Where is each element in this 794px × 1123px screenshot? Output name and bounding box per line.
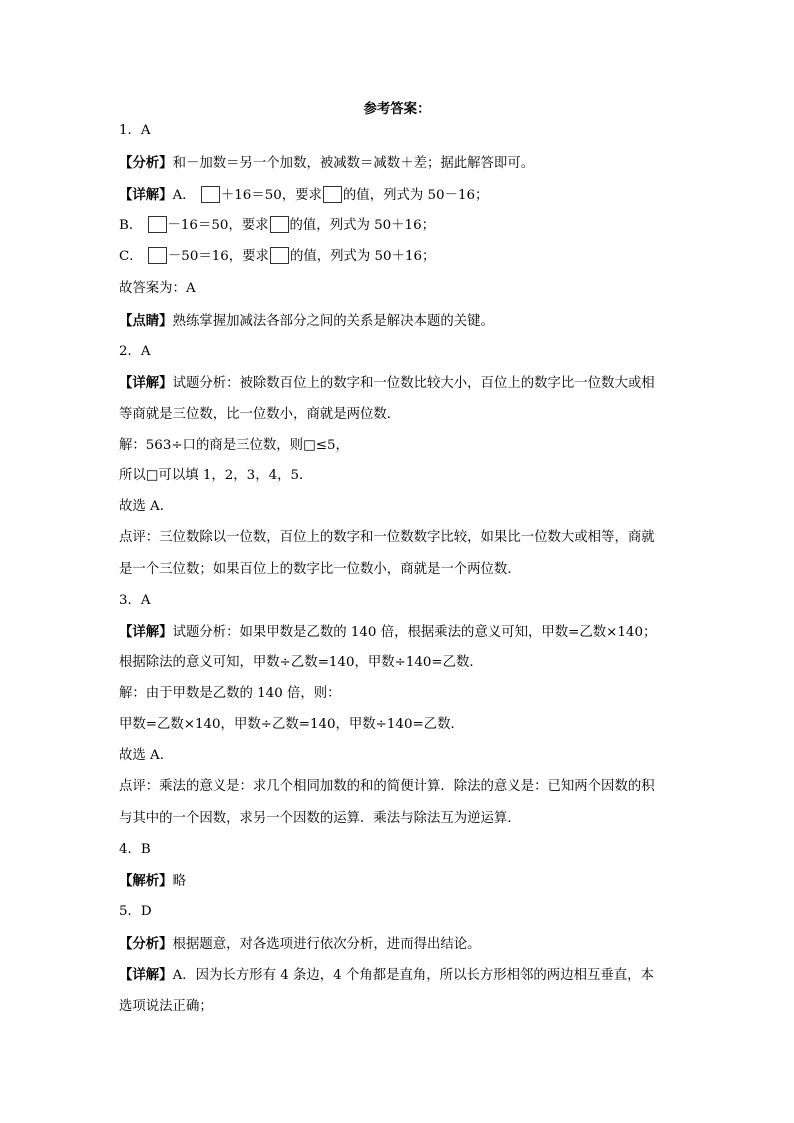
q2-line-7: 是一个三位数；如果百位上的数字比一位数小，商就是一个两位数．: [119, 562, 521, 577]
q5-line-2: 选项说法正确；: [119, 999, 213, 1014]
q1-c-mid: －50＝16，要求: [167, 249, 269, 264]
blank-box: [148, 216, 167, 233]
q1-detail-label: 【详解】: [119, 187, 173, 203]
q2-line-2: 等商就是三位数，比一位数小，商就是两位数．: [119, 407, 401, 422]
q5-analysis-label: 【分析】: [119, 936, 173, 952]
q1-detail-a: [119, 186, 679, 205]
q1-c-suffix: 的值，列式为 50＋16；: [289, 249, 436, 264]
q1-a-prefix: A．: [172, 188, 196, 203]
q1-number: 1．A: [119, 123, 151, 138]
q4-number: 4．B: [119, 842, 151, 857]
q4-label: 【解析】: [119, 873, 173, 889]
q3-detail-label: 【详解】: [119, 624, 173, 640]
q1-b-mid: －16＝50，要求: [167, 218, 269, 233]
q1-tip-text: 熟练掌握加减法各部分之间的关系是解决本题的关键。: [172, 314, 494, 329]
q1-c-prefix: C．: [119, 249, 143, 264]
q1-detail-b: [119, 216, 679, 235]
q3-line-7: 与其中的一个因数，求另一个因数的运算．乘法与除法互为逆运算．: [119, 811, 521, 826]
q2-line-6: 点评：三位数除以一位数，百位上的数字和一位数数字比较，如果比一位数大或相等，商就: [119, 530, 655, 545]
q2-detail-text-1: 试题分析：被除数百位上的数字和一位数比较大小，百位上的数字比一位数大或相: [172, 376, 655, 391]
q1-tip-label: 【点睛】: [119, 313, 173, 329]
q4-analysis: [119, 872, 679, 891]
blank-box: [270, 216, 289, 233]
q5-detail-text-1: A．因为长方形有 4 条边，4 个角都是直角，所以长方形相邻的两边相互垂直，本: [172, 968, 654, 983]
q2-line-4: 所以□可以填 1，2，3，4，5．: [119, 468, 313, 483]
q1-analysis-text: 和－加数＝另一个加数，被减数＝减数＋差；据此解答即可。: [172, 156, 535, 171]
q5-number: 5．D: [119, 904, 152, 919]
q1-analysis-label: 【分析】: [119, 155, 173, 171]
q1-detail-c: [119, 247, 679, 266]
q3-detail-text-1: 试题分析：如果甲数是乙数的 140 倍，根据乘法的意义可知，甲数=乙数×140；: [172, 625, 657, 640]
q1-analysis: [119, 154, 679, 173]
q1-a-mid: ＋16＝50，要求: [220, 188, 322, 203]
q3-line-3: 解：由于甲数是乙数的 140 倍，则：: [119, 686, 341, 701]
q2-detail-label: 【详解】: [119, 375, 173, 391]
q2-detail-line-1: [119, 374, 679, 393]
q3-line-6: 点评：乘法的意义是：求几个相同加数的和的简便计算．除法的意义是：已知两个因数的积: [119, 779, 655, 794]
q2-line-5: 故选 A．: [119, 499, 174, 514]
blank-box: [148, 247, 167, 264]
q5-detail-label: 【详解】: [119, 967, 173, 983]
q1-answer: 故答案为：A: [119, 281, 196, 296]
q1-tip: [119, 312, 679, 331]
q1-a-suffix: 的值，列式为 50－16；: [342, 188, 489, 203]
q3-number: 3．A: [119, 593, 151, 608]
q5-analysis: [119, 935, 679, 954]
q5-analysis-text: 根据题意，对各选项进行依次分析，进而得出结论。: [172, 937, 481, 952]
q5-detail-line-1: [119, 966, 679, 985]
blank-box: [323, 186, 342, 203]
q3-line-5: 故选 A．: [119, 748, 174, 763]
q2-line-3: 解：563÷口的商是三位数，则□≤5，: [119, 438, 349, 453]
q2-number: 2．A: [119, 344, 151, 359]
q3-line-2: 根据除法的意义可知，甲数÷乙数=140，甲数÷140=乙数．: [119, 655, 483, 670]
q1-b-prefix: B．: [119, 218, 143, 233]
q4-text: 略: [172, 874, 186, 889]
q3-line-4: 甲数=乙数×140，甲数÷乙数=140，甲数÷140=乙数．: [119, 717, 464, 732]
blank-box: [201, 186, 220, 203]
q3-detail-line-1: [119, 623, 679, 642]
q1-b-suffix: 的值，列式为 50＋16；: [289, 218, 435, 233]
page-title: 参考答案：: [363, 101, 431, 117]
blank-box: [270, 247, 289, 264]
